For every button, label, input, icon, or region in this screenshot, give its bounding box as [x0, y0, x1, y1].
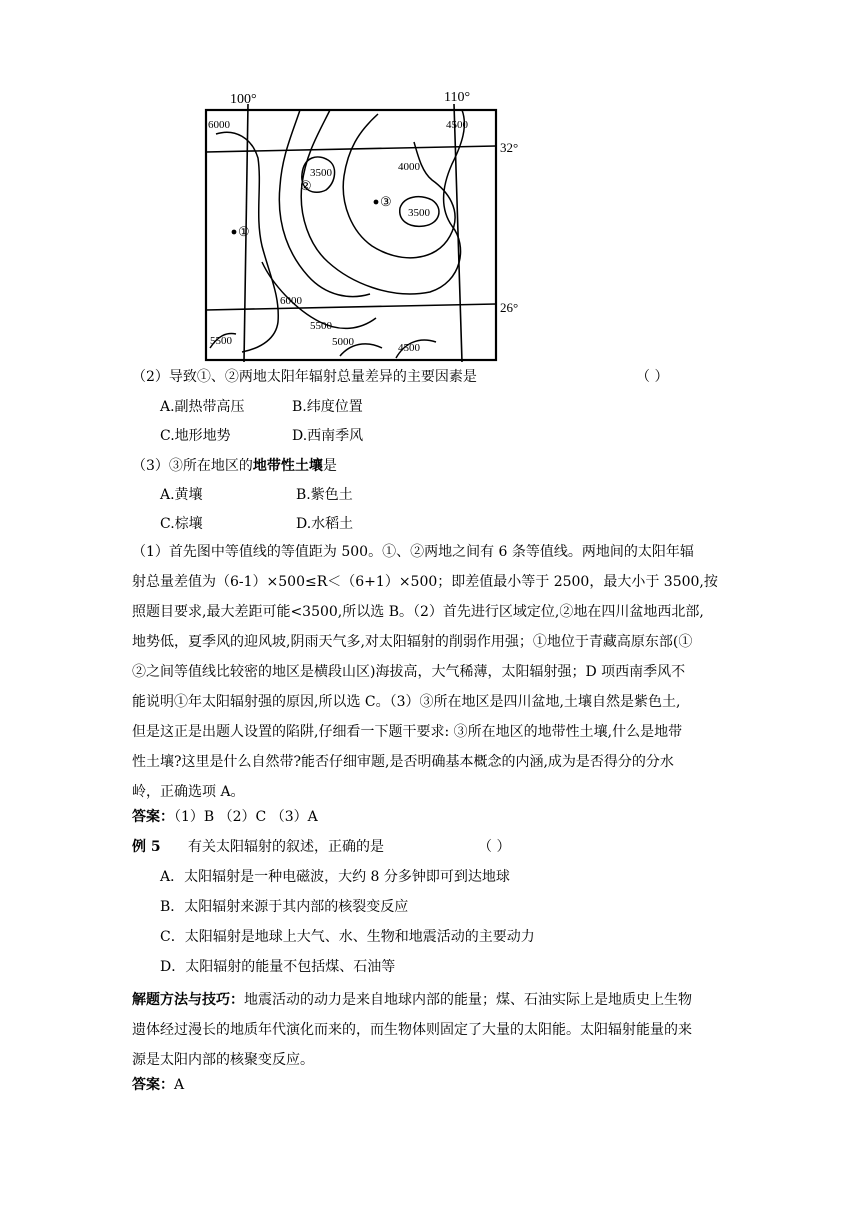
- analysis-line: 但是这正是出题人设置的陷阱,仔细看一下题干要求: ③所在地区的地带性土壤,什么是地带: [132, 724, 683, 740]
- answer-line-2: [132, 1076, 184, 1094]
- method-line: 遗体经过漫长的地质年代演化而来的，而生物体则固定了大量的太阳能。太阳辐射能量的来: [132, 1022, 692, 1038]
- point-label-3: ③: [380, 194, 392, 209]
- question-2-option-b: B.纬度位置: [292, 399, 363, 415]
- contour-label-5000: 5000: [332, 336, 354, 348]
- example-5-option-a: A．太阳辐射是一种电磁波，大约 8 分多钟即可到达地球: [160, 869, 510, 885]
- question-3-option-b: B.紫色土: [296, 487, 353, 503]
- question-2-option-a: A.副热带高压: [160, 399, 245, 415]
- question-3-option-d: D.水稻土: [296, 516, 354, 532]
- contour-label-4500-ne: 4500: [446, 119, 468, 131]
- question-2-option-c: C.地形地势: [160, 428, 231, 444]
- analysis-line: （1）首先图中等值线的等值距为 500。①、②两地之间有 6 条等值线。两地间的太阳年辐: [132, 544, 694, 560]
- method-line: 源是太阳内部的核聚变反应。: [132, 1052, 314, 1068]
- analysis-paragraph: [132, 537, 732, 807]
- question-3-option-a: A.黄壤: [160, 487, 203, 503]
- question-2-option-d: D.西南季风: [292, 428, 364, 444]
- example-5-stem: [132, 838, 161, 856]
- question-3-bold-term: 地带性土壤: [252, 458, 323, 474]
- question-3-option-c: C.棕壤: [160, 516, 203, 532]
- point-3-marker: [374, 200, 379, 205]
- method-text: 地震活动的动力是来自地球内部的能量；煤、石油实际上是地质史上生物: [244, 992, 692, 1008]
- question-3-suffix: 是: [322, 458, 337, 474]
- answer-value-2: A: [174, 1077, 185, 1093]
- contour-label-5500-s: 5500: [310, 320, 332, 332]
- contour-label-4500-s: 4500: [398, 342, 420, 354]
- example-5-option-d: D．太阳辐射的能量不包括煤、石油等: [160, 959, 396, 975]
- question-2-text: （2）导致①、②两地太阳年辐射总量差异的主要因素是: [132, 369, 477, 385]
- point-1-marker: [232, 230, 237, 235]
- lon-label-110: 110°: [444, 90, 471, 105]
- answer-value: （1）B （2）C （3）A: [174, 809, 318, 825]
- contour-label-3500-b: 3500: [408, 207, 430, 219]
- contour-4000: [343, 114, 455, 258]
- example-5-label: 例 5: [132, 839, 161, 855]
- method-line: [132, 985, 732, 1015]
- question-3-stem: [132, 457, 337, 475]
- isoline-map: [200, 86, 519, 366]
- example-5-option-c: C．太阳辐射是地球上大气、水、生物和地震活动的主要动力: [160, 929, 535, 945]
- solar-radiation-isoline-map: [200, 86, 519, 366]
- question-3-prefix: （3）③所在地区的: [132, 458, 253, 474]
- example-5-option-b: B．太阳辐射来源于其内部的核裂变反应: [160, 899, 409, 915]
- contour-label-5500-sw: 5500: [210, 335, 232, 347]
- contour-label-6000-s: 6000: [280, 295, 302, 307]
- analysis-line: ②之间等值线比较密的地区是横段山区)海拔高，大气稀薄，太阳辐射强；D 项西南季风不: [132, 664, 686, 680]
- analysis-line: 岭，正确选项 A。: [132, 784, 245, 800]
- answer-label-2: 答案：: [132, 1077, 174, 1093]
- analysis-line: 能说明①年太阳辐射强的原因,所以选 C。（3）③所在地区是四川盆地,土壤自然是紫色土,: [132, 694, 681, 710]
- contour-label-6000-nw: 6000: [208, 119, 230, 131]
- question-2-stem: [132, 368, 477, 386]
- analysis-line: 射总量差值为（6-1）×500≤R＜（6+1）×500；即差值最小等于 2500，最大小于 3500,按: [132, 574, 718, 590]
- method-paragraph: [132, 985, 732, 1075]
- contour-label-4000: 4000: [398, 161, 420, 173]
- answer-label: 答案：: [132, 809, 174, 825]
- lon-label-100: 100°: [230, 92, 257, 107]
- lat-label-32: 32°: [500, 140, 519, 155]
- lat-label-26: 26°: [500, 300, 519, 315]
- method-label: 解题方法与技巧：: [132, 992, 244, 1008]
- analysis-line: 照题目要求,最大差距可能<3500,所以选 B。（2）首先进行区域定位,②地在四川盆地西北部,: [132, 604, 704, 620]
- parallel-26: [206, 304, 496, 310]
- example-5-text: 有关太阳辐射的叙述，正确的是: [188, 839, 384, 855]
- analysis-line: 性土壤?这里是什么自然带?能否仔细审题,是否明确基本概念的内涵,成为是否得分的分水: [132, 754, 674, 770]
- analysis-line: 地势低，夏季风的迎风坡,阴雨天气多,对太阳辐射的削弱作用强；①地位于青藏高原东部(①: [132, 634, 693, 650]
- contour-label-3500-a: 3500: [310, 167, 332, 179]
- point-label-1: ①: [238, 224, 250, 239]
- example-5-bracket: （ ）: [478, 839, 511, 855]
- contour-5500: [279, 110, 370, 297]
- point-label-2: ②: [300, 178, 312, 193]
- answer-line-1: [132, 808, 318, 826]
- question-2-bracket: （ ）: [636, 369, 669, 385]
